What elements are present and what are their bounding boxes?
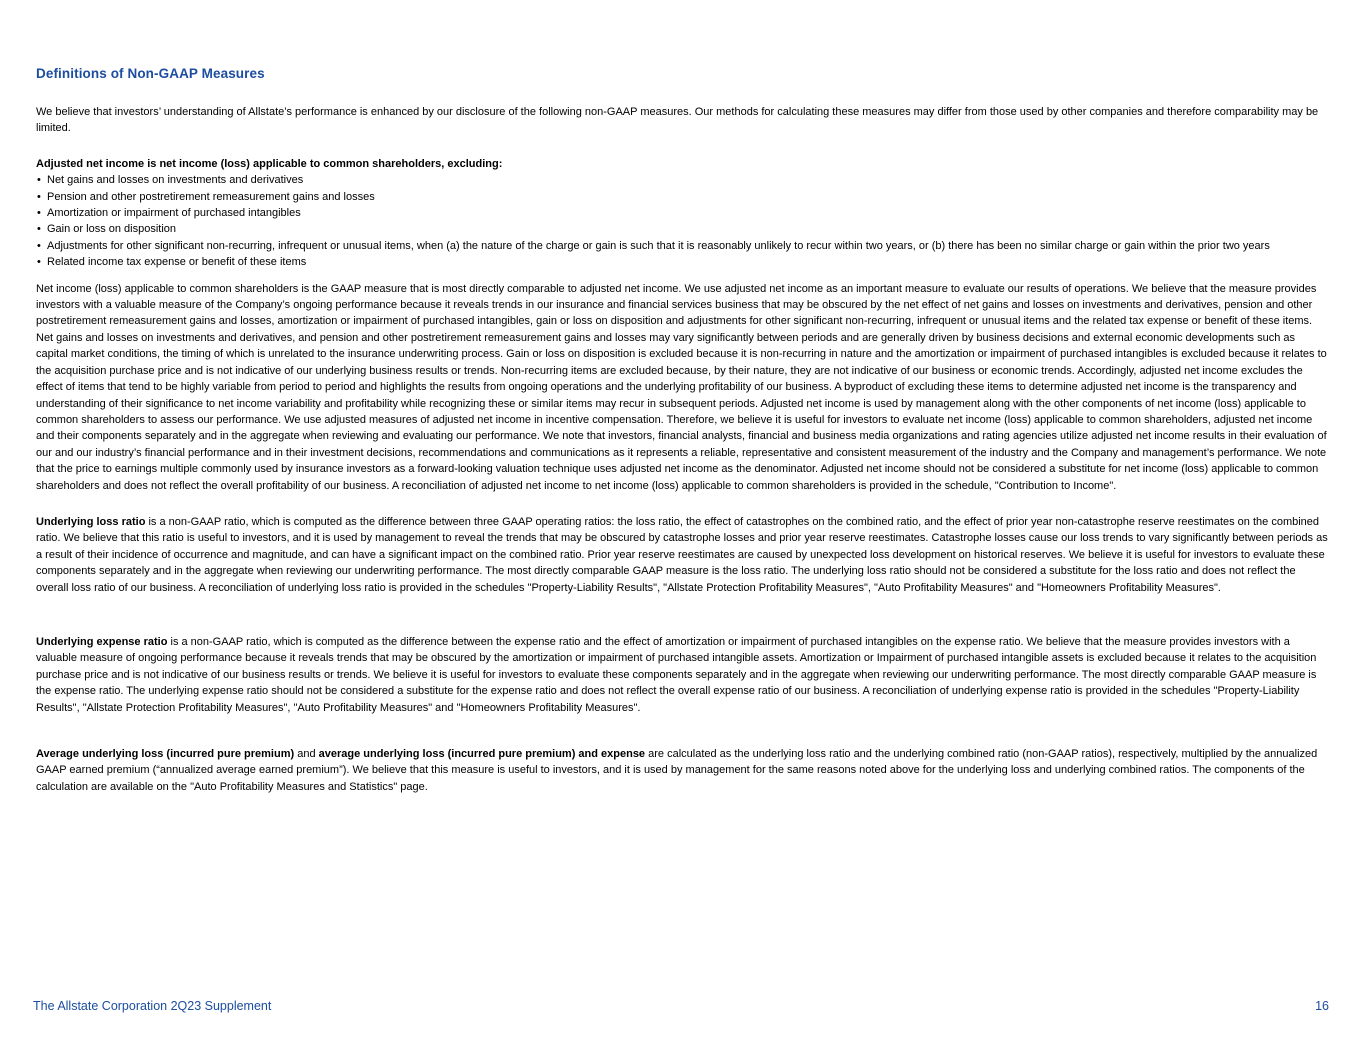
list-item: • Net gains and losses on investments and derivatives	[36, 172, 1329, 188]
average-underlying-loss-term: Average underlying loss (incurred pure premium)	[36, 748, 295, 760]
footer-document-title: The Allstate Corporation 2Q23 Supplement	[33, 999, 272, 1013]
underlying-loss-ratio-body: is a non-GAAP ratio, which is computed as the difference between three GAAP operating ratios: the loss ratio, the effect of catastrophes on the combined ratio, and the effect of prior year non-catastrophe reserve reestimates on the combined ratio. We believe that this ratio is useful to investors, and it is used by management to reveal the trends that may be obscured by catastrophe losses and prior year reserve reestimates. Catastrophe losses cause our loss trends to vary significantly between periods as a result of their incidence of occurrence and magnitude, and can have a significant impact on the combined ratio. Prior year reserve reestimates are caused by unexpected loss development on historical reserves. We believe it is useful for investors to evaluate these components separately and in the aggregate when reviewing our underwriting performance. The most directly comparable GAAP measure is the loss ratio. The underlying loss ratio should not be considered a substitute for the loss ratio and does not reflect the overall loss ratio of our business. A reconciliation of underlying loss ratio is provided in the schedules "Property-Liability Results", "Allstate Protection Profitability Measures", "Auto Profitability Measures" and "Homeowners Profitability Measures".	[36, 515, 1328, 594]
list-item: • Adjustments for other significant non-recurring, infrequent or unusual items, when (a) the nature of the charge or gain is such that it is reasonably unlikely to recur within two years, or (b) there has been no similar charge or gain within the prior two years	[36, 238, 1329, 254]
average-underlying-loss-paragraph	[36, 746, 1329, 795]
list-item: • Amortization or impairment of purchased intangibles	[36, 205, 1329, 221]
average-underlying-loss-expense-term: average underlying loss (incurred pure premium) and expense	[318, 748, 646, 760]
average-underlying-loss-body: are calculated as the underlying loss ratio and the underlying combined ratio (non-GAAP ratios), respectively, multiplied by the annualized GAAP earned premium (“annualized average earned premium”). We believe that this measure is useful to investors, and it is used by management for the same reasons noted above for the underlying loss and underlying combined ratios. The components of the calculation are available on the "Auto Profitability Measures and Statistics" page.	[36, 748, 1318, 793]
list-item: • Pension and other postretirement remeasurement gains and losses	[36, 189, 1329, 205]
list-item: • Related income tax expense or benefit of these items	[36, 254, 1329, 270]
page-footer	[33, 999, 1329, 1013]
adjusted-net-income-heading: Adjusted net income is net income (loss) applicable to common shareholders, excluding:	[36, 157, 503, 170]
page-number: 16	[1315, 999, 1329, 1013]
average-underlying-loss-connector: and	[294, 748, 319, 760]
underlying-loss-ratio-term: Underlying loss ratio	[36, 515, 146, 528]
net-income-definition-paragraph: Net income (loss) applicable to common shareholders is the GAAP measure that is most directly comparable to adjusted net income. We use adjusted net income as an important measure to evaluate our results of operations. We believe that the measure provides investors with a valuable measure of the Company’s ongoing performance because it reveals trends in our insurance and financial services business that may be obscured by the net effect of net gains and losses on investments and derivatives, pension and other postretirement remeasurement gains and losses, amortization or impairment of purchased intangibles, gain or loss on disposition and adjustments for other significant non-recurring, infrequent or unusual items and the related tax expense or benefit of these items. Net gains and losses on investments and derivatives, and pension and other postretirement remeasurement gains and losses may vary significantly between periods and are generally driven by business decisions and external economic developments such as capital market conditions, the timing of which is unrelated to the insurance underwriting process. Gain or loss on disposition is excluded because it is non-recurring in nature and the amortization or impairment of purchased intangibles is excluded because it relates to the acquisition purchase price and is not indicative of our underlying business results or trends. Non-recurring items are excluded because, by their nature, they are not indicative of our business or economic trends. Accordingly, adjusted net income excludes the effect of items that tend to be highly variable from period to period and highlights the results from ongoing operations and the underlying profitability of our business. A byproduct of excluding these items to determine adjusted net income is the transparency and understanding of their significance to net income variability and profitability while recognizing these or similar items may recur in subsequent periods. Adjusted net income is used by management along with the other components of net income (loss) applicable to common shareholders to assess our performance. We use adjusted measures of adjusted net income in incentive compensation. Therefore, we believe it is useful for investors to evaluate net income (loss) applicable to common shareholders, adjusted net income and their components separately and in the aggregate when reviewing and evaluating our performance. We note that investors, financial analysts, financial and business media organizations and rating agencies utilize adjusted net income results in their evaluation of our and our industry’s financial performance and in their investment decisions, recommendations and communications as it represents a reliable, representative and consistent measurement of the industry and the Company and management’s performance. We note that the price to earnings multiple commonly used by insurance investors as a forward-looking valuation technique uses adjusted net income as the denominator. Adjusted net income should not be considered a substitute for net income (loss) applicable to common shareholders and does not reflect the overall profitability of our business. A reconciliation of adjusted net income to net income (loss) applicable to common shareholders is provided in the schedule, "Contribution to Income".	[36, 282, 1327, 492]
underlying-loss-ratio-paragraph	[36, 514, 1329, 596]
underlying-expense-ratio-body: is a non-GAAP ratio, which is computed as the difference between the expense ratio and the effect of amortization or impairment of purchased intangibles on the expense ratio. We believe that the measure provides investors with a valuable measure of ongoing performance because it reveals trends that may be obscured by the amortization or impairment of purchased intangible assets. Amortization or Impairment of purchased intangible assets is excluded because it relates to the acquisition purchase price and is not indicative of our business results or trends. We believe it is useful for investors to evaluate these components separately and in the aggregate when reviewing our underwriting performance. The most directly comparable GAAP measure is the expense ratio. The underlying expense ratio should not be considered a substitute for the expense ratio and does not reflect the overall expense ratio of our business. A reconciliation of underlying expense ratio is provided in the schedules "Property-Liability Results", "Allstate Protection Profitability Measures", "Auto Profitability Measures" and "Homeowners Profitability Measures".	[36, 635, 1317, 714]
list-item: • Gain or loss on disposition	[36, 221, 1329, 237]
underlying-expense-ratio-paragraph	[36, 634, 1329, 716]
adjusted-net-income-bullet-list	[36, 172, 1329, 270]
page-title: Definitions of Non-GAAP Measures	[36, 66, 265, 81]
intro-paragraph: We believe that investors’ understanding of Allstate’s performance is enhanced by our disclosure of the following non-GAAP measures. Our methods for calculating these measures may differ from those used by other companies and therefore comparability may be limited.	[36, 106, 1319, 135]
underlying-expense-ratio-term: Underlying expense ratio	[36, 635, 168, 648]
